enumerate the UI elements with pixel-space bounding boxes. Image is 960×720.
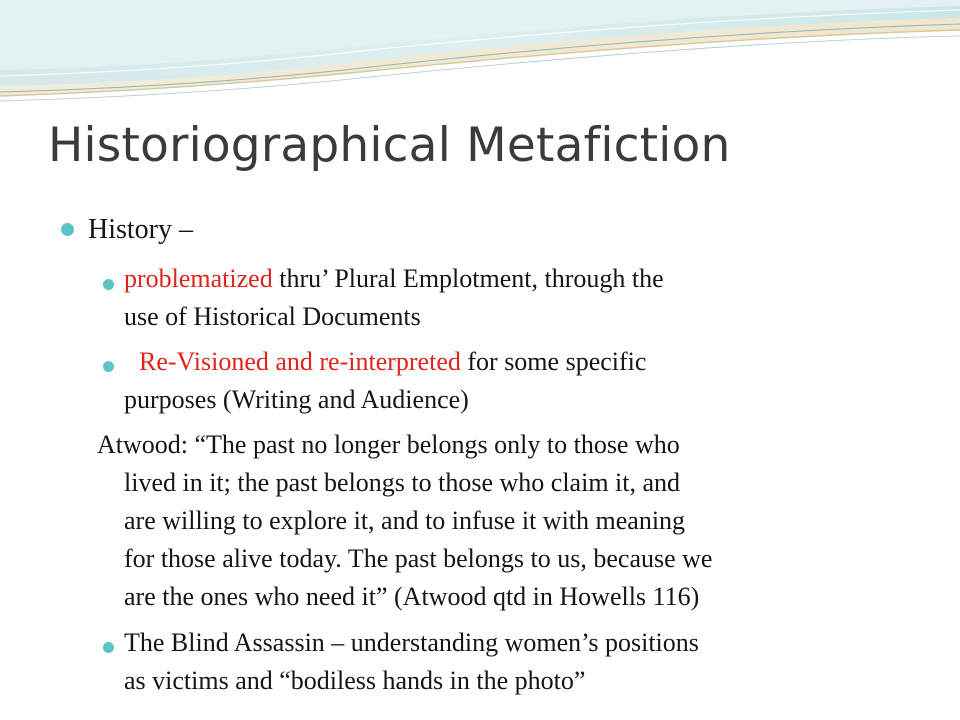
quote-line: are the ones who need it” (Atwood qtd in Howells 116) [124,582,700,611]
highlight-revisioned: Re-Visioned and re-interpreted [139,347,461,376]
quote-line: are willing to explore it, and to infuse it with meaning [124,506,686,535]
bullet-history: History – [88,214,193,245]
bullet-icon [103,361,114,372]
sub-bullet-revisioned-line2: purposes (Writing and Audience) [124,385,469,414]
bullet-icon [103,642,114,653]
highlight-problematized: problematized [124,264,273,293]
sub-bullet-blind-assassin-line2: as victims and “bodiless hands in the photo” [124,666,586,695]
quote-line: for those alive today. The past belongs to us, because we [124,544,713,573]
quote-line: Atwood: “The past no longer belongs only to those who [97,430,680,459]
slide-title: Historiographical Metafiction [48,118,731,173]
bullet-icon [61,223,74,236]
sub-bullet-problematized [124,264,664,294]
quote-line: lived in it; the past belongs to those who claim it, and [124,468,681,497]
sub-bullet-problematized-rest: thru’ Plural Emplotment, through the [272,264,664,293]
header-wave-decoration [0,0,960,110]
bullet-icon [103,279,114,290]
sub-bullet-blind-assassin: The Blind Assassin – understanding women’s positions [124,628,699,657]
sub-bullet-revisioned [139,347,646,377]
sub-bullet-problematized-line2: use of Historical Documents [124,302,421,331]
sub-bullet-revisioned-rest: for some specific [460,347,647,376]
